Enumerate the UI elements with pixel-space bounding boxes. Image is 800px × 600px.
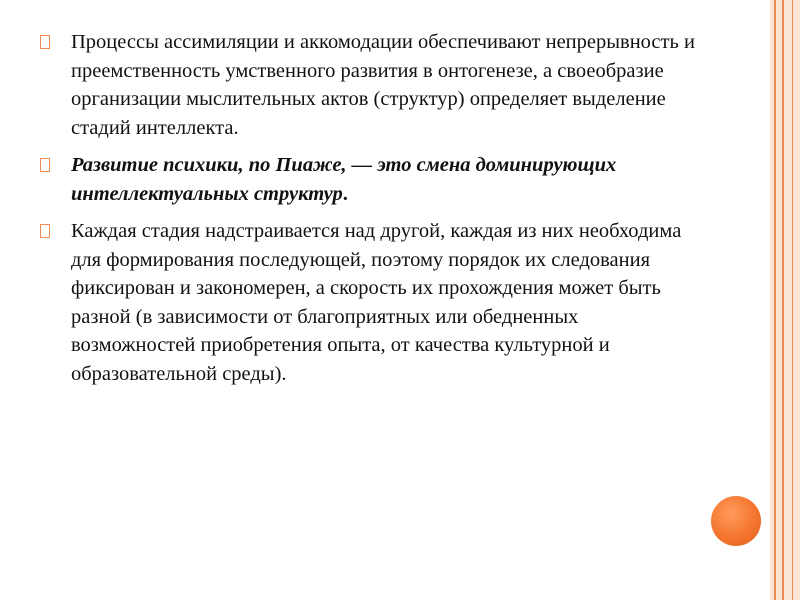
bullet-text-2 [71, 154, 616, 205]
slide-content [40, 28, 700, 397]
border-line [774, 0, 776, 600]
bullet-text-1: Процессы ассимиляции и аккомодации обеспечивают непрерывность и преемственность умственного развития в онтогенезе, а своеобразие организации мыслительных актов (структур) определяет выделение стадий интеллекта. [71, 31, 695, 139]
border-line [782, 0, 784, 600]
bullet-text-2-main: Развитие психики, по Пиаже, — это смена доминирующих интеллектуальных структур [71, 154, 617, 205]
orange-circle-decoration [711, 496, 761, 546]
right-decorative-border [770, 0, 800, 600]
bullet-text-2-period: . [342, 182, 348, 205]
bullet-square-icon [40, 35, 50, 49]
border-line [792, 0, 793, 600]
bullet-item-2 [40, 151, 700, 208]
bullet-square-icon [40, 158, 50, 172]
bullet-square-icon [40, 224, 50, 238]
bullet-text-3: Каждая стадия надстраивается над другой, каждая из них необходима для формирования последующей, поэтому порядок их следования фиксирован и закономерен, а скорость их прохождения может быть разной (в зависимости от благоприятных или обедненных возможностей приобретения опыта, от качества культурной и образовательной среды). [71, 220, 682, 385]
bullet-item-3 [40, 217, 700, 388]
bullet-item-1 [40, 28, 700, 142]
